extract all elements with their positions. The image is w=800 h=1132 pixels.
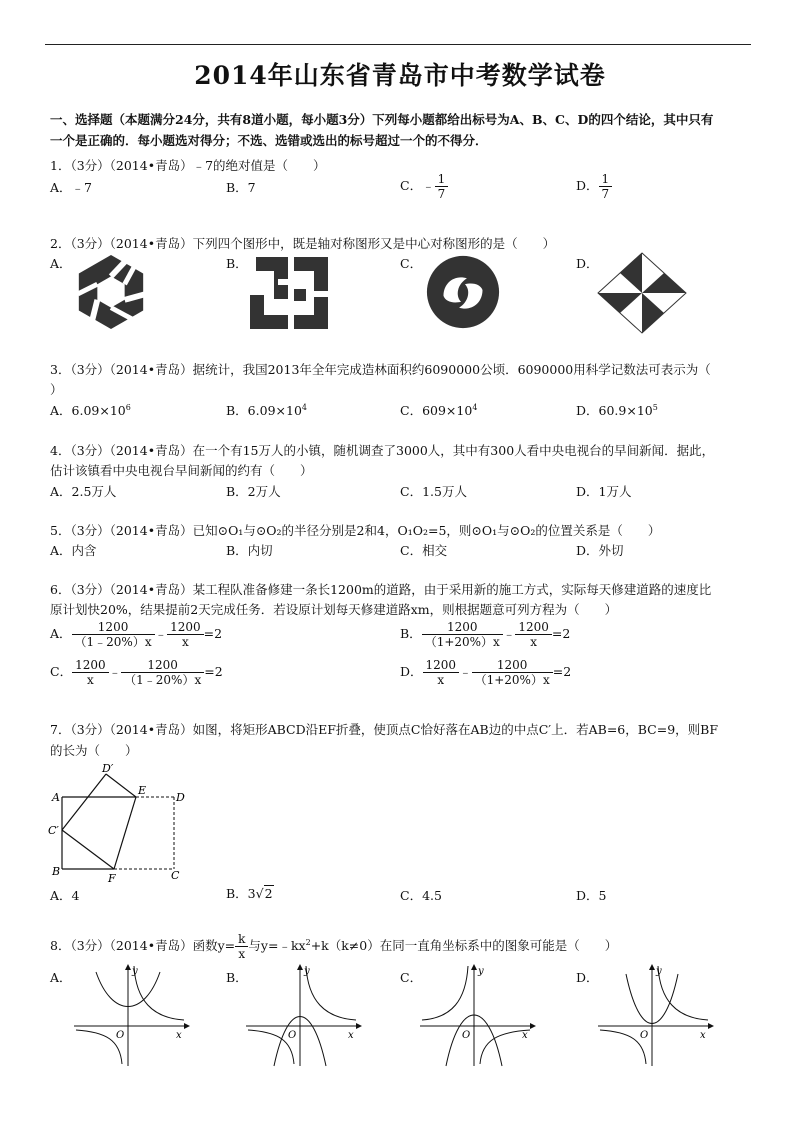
q6-option-d[interactable] xyxy=(400,658,571,687)
q5-option-a[interactable]: A．内含 xyxy=(50,543,97,558)
q8-graph-c xyxy=(418,960,540,1070)
pinwheel-square-icon xyxy=(248,255,330,331)
q2-option-d-label[interactable]: D． xyxy=(576,256,599,271)
page-title: 2014年山东省青岛市中考数学试卷 xyxy=(194,61,606,90)
q6-d-label: D． xyxy=(400,664,423,679)
q7-label-d-prime: D′ xyxy=(102,762,114,775)
q1-option-a[interactable]: A．﹣7 xyxy=(50,180,92,195)
q1-stem: 1．（3分）（2014•青岛）﹣7的绝对值是（ ） xyxy=(50,158,326,173)
q6-d-denominator-1: x xyxy=(437,673,445,687)
q6-d-fraction-2 xyxy=(472,658,553,687)
q2-option-c-label[interactable]: C． xyxy=(400,256,423,271)
diamond-pinwheel-icon xyxy=(598,253,686,333)
q3-d-base: D．60.9×10 xyxy=(576,403,653,418)
section-instructions-line2: 一个是正确的．每小题选对得分；不选、选错或选出的标号超过一个的不得分． xyxy=(50,133,488,148)
q3-a-exponent: 6 xyxy=(125,402,131,412)
header-rule xyxy=(45,44,751,45)
q1-c-numerator: 1 xyxy=(435,172,449,187)
q6-d-equals: =2 xyxy=(552,664,572,679)
q8-option-d-label[interactable]: D． xyxy=(576,970,599,985)
q5-stem: 5．（3分）（2014•青岛）已知⊙O₁与⊙O₂的半径分别是2和4，O₁O₂=5，则⊙O₁与⊙O₂的位置关系是（ ） xyxy=(50,523,661,538)
q7-stem-line2: 的长为（ ） xyxy=(50,743,138,758)
q1-option-b[interactable]: B．7 xyxy=(226,180,256,195)
q3-option-c[interactable] xyxy=(400,401,477,419)
q7-b-label: B．3 xyxy=(226,886,256,901)
q1-option-d-fraction xyxy=(599,172,613,201)
q8-option-c-label[interactable]: C． xyxy=(400,970,423,985)
q7-b-radicand: 2 xyxy=(264,886,273,901)
q6-a-numerator-2: 1200 xyxy=(167,620,204,635)
q3-d-exponent: 5 xyxy=(652,402,658,412)
q8-c-origin: O xyxy=(462,1030,471,1041)
q6-b-fraction-2 xyxy=(515,620,552,649)
q6-a-fraction-2 xyxy=(167,620,204,649)
q6-stem-line1: 6．（3分）（2014•青岛）某工程队准备修建一条长1200m的道路，由于采用新的施工方式，实际每天修建道路的速度比 xyxy=(50,582,712,597)
q7-label-f: F xyxy=(108,872,116,885)
q8-stem xyxy=(50,932,617,961)
q6-b-equals: =2 xyxy=(551,626,571,641)
q6-a-denominator-2: x xyxy=(182,635,189,649)
q4-option-a[interactable]: A．2.5万人 xyxy=(50,484,117,499)
q8-denominator: x xyxy=(238,947,246,961)
q4-option-c[interactable]: C．1.5万人 xyxy=(400,484,467,499)
q6-b-denominator-1: （1+20%）x xyxy=(424,635,500,649)
q6-c-numerator-2: 1200 xyxy=(121,658,204,673)
q6-d-fraction-1 xyxy=(423,658,460,687)
q3-option-b[interactable] xyxy=(226,401,307,419)
q4-option-d[interactable]: D．1万人 xyxy=(576,484,632,499)
q4-stem-line2: 估计该镇看中央电视台早间新闻的约有（ ） xyxy=(50,463,313,478)
q8-fraction xyxy=(235,932,248,961)
q3-option-a[interactable] xyxy=(50,401,131,419)
q2-option-b-label[interactable]: B． xyxy=(226,256,248,271)
q6-d-numerator-1: 1200 xyxy=(423,658,460,673)
q7-label-b: B xyxy=(52,865,61,878)
q6-a-fraction-1 xyxy=(72,620,155,649)
q5-option-b[interactable]: B．内切 xyxy=(226,543,273,558)
q8-d-axis-x: x xyxy=(700,1030,706,1041)
q6-c-fraction-1 xyxy=(72,658,109,687)
q8-b-origin: O xyxy=(288,1030,297,1041)
q6-c-denominator-1: x xyxy=(86,673,94,687)
q6-b-denominator-2: x xyxy=(530,635,537,649)
q6-a-denominator-1: （1﹣20%）x xyxy=(74,635,152,649)
q8-graph-b xyxy=(244,960,366,1070)
q7-stem-line1: 7．（3分）（2014•青岛）如图，将矩形ABCD沿EF折叠，使顶点C恰好落在AB边的中点C′上．若AB=6，BC=9，则BF xyxy=(50,722,719,737)
q5-option-c[interactable]: C．相交 xyxy=(400,543,448,558)
q6-b-numerator-2: 1200 xyxy=(515,620,552,635)
q8-b-axis-y: y xyxy=(304,966,310,977)
q8-a-axis-x: x xyxy=(176,1030,182,1041)
hexagon-swirl-icon xyxy=(72,253,150,331)
q8-a-axis-y: y xyxy=(132,966,138,977)
q1-d-denominator: 7 xyxy=(601,187,610,201)
q1-option-c[interactable] xyxy=(400,172,448,201)
q8-option-a-label[interactable]: A． xyxy=(50,970,72,985)
q7-option-b[interactable] xyxy=(226,884,274,902)
q6-b-fraction-1 xyxy=(422,620,503,649)
q5-option-d[interactable]: D．外切 xyxy=(576,543,624,558)
q6-c-equals: =2 xyxy=(204,664,223,679)
q8-stem-sup: 2 xyxy=(305,937,311,947)
q6-b-numerator-1: 1200 xyxy=(422,620,503,635)
q8-graph-d xyxy=(596,960,718,1070)
q6-a-numerator-1: 1200 xyxy=(72,620,155,635)
q8-d-axis-y: y xyxy=(656,966,662,977)
q8-stem-post: +k（k≠0）在同一直角坐标系中的图象可能是（ ） xyxy=(310,938,618,953)
q6-option-b[interactable] xyxy=(400,620,570,649)
q3-stem-line2: ） xyxy=(50,382,63,397)
q3-b-base: B．6.09×10 xyxy=(226,403,302,418)
q7-option-c[interactable]: C．4.5 xyxy=(400,888,442,903)
section-instructions-line1: 一、选择题（本题满分24分，共有8道小题，每小题3分）下列每小题都给出标号为A、B、C、D的四个结论，其中只有 xyxy=(50,112,714,127)
q3-b-exponent: 4 xyxy=(301,402,307,412)
q6-d-minus: ﹣ xyxy=(459,664,472,679)
q7-rectangle-fold-figure xyxy=(48,762,198,885)
q8-c-axis-x: x xyxy=(522,1030,528,1041)
q6-c-label: C． xyxy=(50,664,73,679)
q3-option-d[interactable] xyxy=(576,401,658,419)
q6-a-label: A． xyxy=(50,626,72,641)
q1-option-c-fraction xyxy=(435,172,449,201)
q8-stem-pre: 8．（3分）（2014•青岛）函数y= xyxy=(50,938,236,953)
q2-stem: 2．（3分）（2014•青岛）下列四个图形中，既是轴对称图形又是中心对称图形的是（ ） xyxy=(50,236,556,251)
q4-stem-line1: 4．（3分）（2014•青岛）在一个有15万人的小镇，随机调查了3000人，其中有300人看中央电视台的早间新闻．据此， xyxy=(50,443,715,458)
q7-label-c-prime: C′ xyxy=(48,824,59,837)
q1-option-d[interactable] xyxy=(576,172,612,201)
q7-option-d[interactable]: D．5 xyxy=(576,888,607,903)
q6-d-denominator-2: （1+20%）x xyxy=(474,673,550,687)
q7-label-a: A xyxy=(52,791,60,804)
q3-stem-line1: 3．（3分）（2014•青岛）据统计，我国2013年全年完成造林面积约6090000公顷．6090000用科学记数法可表示为（ xyxy=(50,362,711,377)
q6-option-a[interactable] xyxy=(50,620,222,649)
q7-option-a[interactable]: A．4 xyxy=(50,888,80,903)
q8-graph-a xyxy=(72,960,194,1070)
q1-option-c-sign: ﹣ xyxy=(422,178,435,193)
q8-stem-mid: 与y=﹣kx xyxy=(248,938,306,953)
q8-c-axis-y: y xyxy=(478,966,484,977)
q8-d-origin: O xyxy=(640,1030,649,1041)
q6-option-c[interactable] xyxy=(50,658,223,687)
q3-c-exponent: 4 xyxy=(472,402,478,412)
q6-c-denominator-2: （1﹣20%）x xyxy=(124,673,202,687)
q8-numerator: k xyxy=(235,932,248,947)
q8-b-axis-x: x xyxy=(348,1030,354,1041)
q8-a-origin: O xyxy=(116,1030,125,1041)
q1-option-d-label: D． xyxy=(576,178,599,193)
q6-stem-line2: 原计划快20%，结果提前2天完成任务．若设原计划每天修建道路xm，则根据题意可列方程为（ ） xyxy=(50,602,618,617)
q6-a-equals: =2 xyxy=(203,626,223,641)
sqrt-icon: √ xyxy=(255,886,264,901)
q3-c-base: C．609×10 xyxy=(400,403,473,418)
q6-a-minus: ﹣ xyxy=(154,626,168,641)
q3-a-base: A．6.09×10 xyxy=(50,403,126,418)
q7-label-d: D xyxy=(176,791,185,804)
q7-label-e: E xyxy=(138,784,147,797)
q8-option-b-label[interactable]: B． xyxy=(226,970,248,985)
q6-c-minus: ﹣ xyxy=(108,664,122,679)
q6-b-minus: ﹣ xyxy=(502,626,516,641)
q6-c-fraction-2 xyxy=(121,658,204,687)
q6-c-numerator-1: 1200 xyxy=(72,658,109,673)
q6-b-label: B． xyxy=(400,626,422,641)
q6-d-numerator-2: 1200 xyxy=(472,658,553,673)
q7-label-c: C xyxy=(171,869,180,882)
q1-option-c-label: C． xyxy=(400,178,423,193)
q2-option-a-label[interactable]: A． xyxy=(50,256,72,271)
q1-c-denominator: 7 xyxy=(437,187,446,201)
yin-yang-circle-icon xyxy=(424,253,502,331)
q1-d-numerator: 1 xyxy=(599,172,613,187)
q4-option-b[interactable]: B．2万人 xyxy=(226,484,281,499)
